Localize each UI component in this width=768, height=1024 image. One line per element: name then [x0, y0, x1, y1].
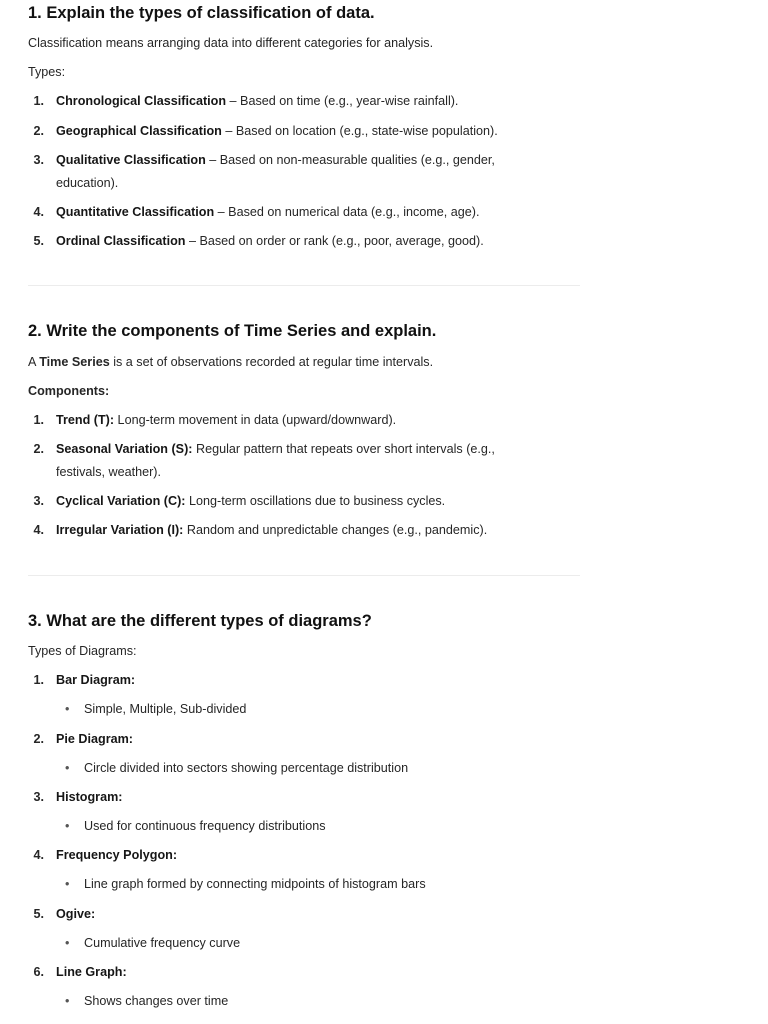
- bullet-icon: •: [65, 819, 70, 833]
- intro-text: is a set of observations recorded at regular time intervals.: [109, 355, 434, 369]
- list-number: 4.: [33, 523, 44, 537]
- list-item: [56, 848, 177, 862]
- intro-term: Time Series: [39, 355, 110, 369]
- item-term: Geographical Classification: [56, 124, 222, 138]
- list-item: [56, 234, 484, 248]
- list-number: 5.: [33, 907, 44, 921]
- sub-bullet: Shows changes over time: [84, 994, 229, 1008]
- bullet-icon: •: [65, 994, 70, 1008]
- section-2-intro: [28, 355, 433, 369]
- list-item: [56, 907, 95, 921]
- item-text: Long-term movement in data (upward/downward).: [114, 413, 397, 427]
- list-number: 2.: [33, 124, 44, 138]
- item-term: Histogram:: [56, 790, 123, 804]
- section-divider: [28, 575, 580, 576]
- section-1-types-label: Types:: [28, 65, 66, 79]
- list-item: [56, 413, 396, 427]
- item-term: Irregular Variation (I):: [56, 523, 184, 537]
- section-1-heading: 1. Explain the types of classification of data.: [28, 4, 375, 22]
- list-number: 3.: [33, 494, 44, 508]
- sub-bullet: Cumulative frequency curve: [84, 936, 241, 950]
- list-item: [56, 442, 495, 456]
- item-term: Cyclical Variation (C):: [56, 494, 186, 508]
- list-number: 1.: [33, 94, 44, 108]
- list-item: [56, 494, 445, 508]
- item-text: – Based on time (e.g., year-wise rainfall).: [226, 94, 459, 108]
- section-2-components-label: Components:: [28, 384, 110, 398]
- list-item-continuation: festivals, weather).: [56, 465, 161, 479]
- item-text: Random and unpredictable changes (e.g., pandemic).: [183, 523, 488, 537]
- sub-bullet: Line graph formed by connecting midpoints of histogram bars: [84, 877, 426, 891]
- list-item: [56, 790, 122, 804]
- item-term: Quantitative Classification: [56, 205, 215, 219]
- list-item: [56, 523, 487, 537]
- list-number: 1.: [33, 673, 44, 687]
- item-term: Bar Diagram:: [56, 673, 136, 687]
- list-item-continuation: education).: [56, 176, 119, 190]
- item-text: Regular pattern that repeats over short intervals (e.g.,: [192, 442, 495, 456]
- intro-text: A: [28, 355, 40, 369]
- item-text: – Based on location (e.g., state-wise population).: [221, 124, 498, 138]
- item-term: Seasonal Variation (S):: [56, 442, 193, 456]
- item-text: – Based on non-measurable qualities (e.g., gender,: [205, 153, 495, 167]
- sub-bullet: Used for continuous frequency distributions: [84, 819, 326, 833]
- sub-bullet: Simple, Multiple, Sub-divided: [84, 702, 247, 716]
- list-item: [56, 153, 495, 167]
- section-3-heading: 3. What are the different types of diagrams?: [28, 612, 372, 630]
- list-item: [56, 673, 135, 687]
- list-item: [56, 124, 498, 138]
- list-number: 2.: [33, 732, 44, 746]
- list-number: 4.: [33, 205, 44, 219]
- item-text: – Based on order or rank (e.g., poor, average, good).: [185, 234, 484, 248]
- list-item: [56, 732, 133, 746]
- section-3-label: Types of Diagrams:: [28, 644, 137, 658]
- item-term: Frequency Polygon:: [56, 848, 178, 862]
- item-text: – Based on numerical data (e.g., income, age).: [214, 205, 480, 219]
- list-item: [56, 965, 127, 979]
- item-term: Trend (T):: [56, 413, 115, 427]
- item-term: Ordinal Classification: [56, 234, 186, 248]
- item-term: Line Graph:: [56, 965, 127, 979]
- item-term: Chronological Classification: [56, 94, 227, 108]
- list-number: 6.: [33, 965, 44, 979]
- list-number: 3.: [33, 790, 44, 804]
- bullet-icon: •: [65, 702, 70, 716]
- list-item: [56, 205, 480, 219]
- bullet-icon: •: [65, 936, 70, 950]
- bullet-icon: •: [65, 877, 70, 891]
- sub-bullet: Circle divided into sectors showing percentage distribution: [84, 761, 409, 775]
- list-number: 5.: [33, 234, 44, 248]
- list-item: [56, 94, 458, 108]
- section-1-intro: Classification means arranging data into different categories for analysis.: [28, 36, 434, 50]
- section-2-heading: 2. Write the components of Time Series and explain.: [28, 322, 437, 340]
- bullet-icon: •: [65, 761, 70, 775]
- item-term: Pie Diagram:: [56, 732, 133, 746]
- list-number: 3.: [33, 153, 44, 167]
- item-term: Ogive:: [56, 907, 96, 921]
- list-number: 2.: [33, 442, 44, 456]
- item-term: Qualitative Classification: [56, 153, 206, 167]
- list-number: 1.: [33, 413, 44, 427]
- section-divider: [28, 285, 580, 286]
- item-text: Long-term oscillations due to business cycles.: [185, 494, 446, 508]
- list-number: 4.: [33, 848, 44, 862]
